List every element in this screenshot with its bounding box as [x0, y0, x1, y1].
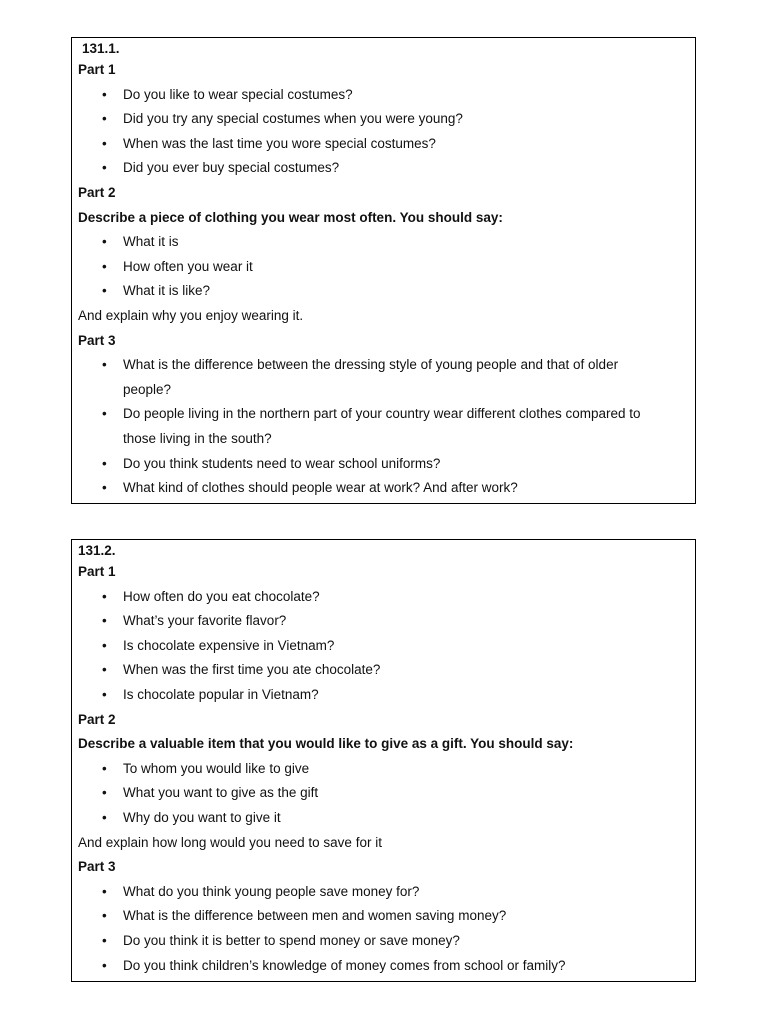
- question-text: Do people living in the northern part of your country wear different clothes compared to those living in the south?: [123, 406, 641, 446]
- list-item: [78, 353, 689, 402]
- question-text: How often do you eat chocolate?: [123, 588, 320, 604]
- question-text: Why do you want to give it: [123, 809, 281, 825]
- list-item: [78, 230, 689, 255]
- list-item: [78, 781, 689, 806]
- list-item: [78, 880, 689, 905]
- question-text: What kind of clothes should people wear at work? And after work?: [123, 480, 518, 496]
- question-text: When was the last time you wore special costumes?: [123, 135, 436, 151]
- question-text: Do you think children’s knowledge of money comes from school or family?: [123, 957, 566, 973]
- question-text: Is chocolate expensive in Vietnam?: [123, 637, 335, 653]
- part2-title: Describe a piece of clothing you wear most often. You should say:: [78, 209, 503, 225]
- question-text: How often you wear it: [123, 258, 253, 274]
- part2-closing: And explain why you enjoy wearing it.: [78, 307, 304, 323]
- question-text: What’s your favorite flavor?: [123, 613, 287, 629]
- question-text: Is chocolate popular in Vietnam?: [123, 686, 319, 702]
- question-text: Did you ever buy special costumes?: [123, 160, 340, 176]
- bullet-icon: •: [102, 283, 107, 299]
- bullet-icon: •: [102, 160, 107, 176]
- part2-heading: Part 2: [78, 711, 116, 727]
- bullet-icon: •: [102, 111, 107, 127]
- list-item: [78, 107, 689, 132]
- bullet-icon: •: [102, 957, 107, 973]
- bullet-icon: •: [102, 785, 107, 801]
- question-text: What it is like?: [123, 283, 211, 299]
- question-text: Did you try any special costumes when you were young?: [123, 111, 463, 127]
- list-item: [78, 476, 689, 501]
- bullet-icon: •: [102, 686, 107, 702]
- part3-heading: Part 3: [78, 332, 116, 348]
- bullet-icon: •: [102, 760, 107, 776]
- bullet-icon: •: [102, 637, 107, 653]
- question-text: What is the difference between men and women saving money?: [123, 908, 507, 924]
- part1-list: [78, 83, 689, 181]
- part3-list: [78, 353, 689, 501]
- question-text: Do you think it is better to spend money or save money?: [123, 932, 460, 948]
- question-text: What it is: [123, 234, 179, 250]
- question-text: Do you like to wear special costumes?: [123, 86, 353, 102]
- list-item: [78, 402, 689, 451]
- list-item: [78, 954, 689, 979]
- part2-title: Describe a valuable item that you would like to give as a gift. You should say:: [78, 736, 574, 752]
- part3-heading: Part 3: [78, 859, 116, 875]
- section-number: 131.1.: [82, 41, 120, 56]
- bullet-icon: •: [102, 135, 107, 151]
- list-item: [78, 683, 689, 708]
- list-item: [78, 904, 689, 929]
- question-text: What do you think young people save money for?: [123, 883, 420, 899]
- bullet-icon: •: [102, 883, 107, 899]
- part2-list: [78, 230, 689, 304]
- bullet-icon: •: [102, 908, 107, 924]
- list-item: [78, 634, 689, 659]
- question-text: Do you think students need to wear school uniforms?: [123, 455, 441, 471]
- question-text: When was the first time you ate chocolate?: [123, 662, 381, 678]
- bullet-icon: •: [102, 480, 107, 496]
- list-item: [78, 255, 689, 280]
- bullet-icon: •: [102, 406, 107, 422]
- list-item: [78, 929, 689, 954]
- question-text: What you want to give as the gift: [123, 785, 319, 801]
- part1-heading: Part 1: [78, 62, 116, 77]
- bullet-icon: •: [102, 86, 107, 102]
- list-item: [78, 806, 689, 831]
- list-item: [78, 585, 689, 610]
- list-item: [78, 452, 689, 477]
- bullet-icon: •: [102, 588, 107, 604]
- bullet-icon: •: [102, 613, 107, 629]
- section-number: 131.2.: [78, 543, 116, 558]
- part3-list: [78, 880, 689, 978]
- bullet-icon: •: [102, 932, 107, 948]
- list-item: [78, 658, 689, 683]
- question-box-131-2: [71, 539, 696, 982]
- list-item: [78, 132, 689, 157]
- list-item: [78, 83, 689, 108]
- question-box-131-1: [71, 37, 696, 504]
- bullet-icon: •: [102, 234, 107, 250]
- list-item: [78, 279, 689, 304]
- list-item: [78, 757, 689, 782]
- bullet-icon: •: [102, 455, 107, 471]
- question-text: To whom you would like to give: [123, 760, 310, 776]
- bullet-icon: •: [102, 258, 107, 274]
- bullet-icon: •: [102, 357, 107, 373]
- part2-heading: Part 2: [78, 184, 116, 200]
- list-item: [78, 609, 689, 634]
- part2-list: [78, 757, 689, 831]
- bullet-icon: •: [102, 662, 107, 678]
- part1-list: [78, 585, 689, 708]
- question-text: What is the difference between the dressing style of young people and that of older people?: [123, 357, 619, 397]
- part2-closing: And explain how long would you need to save for it: [78, 834, 382, 850]
- bullet-icon: •: [102, 809, 107, 825]
- part1-heading: Part 1: [78, 564, 116, 579]
- list-item: [78, 156, 689, 181]
